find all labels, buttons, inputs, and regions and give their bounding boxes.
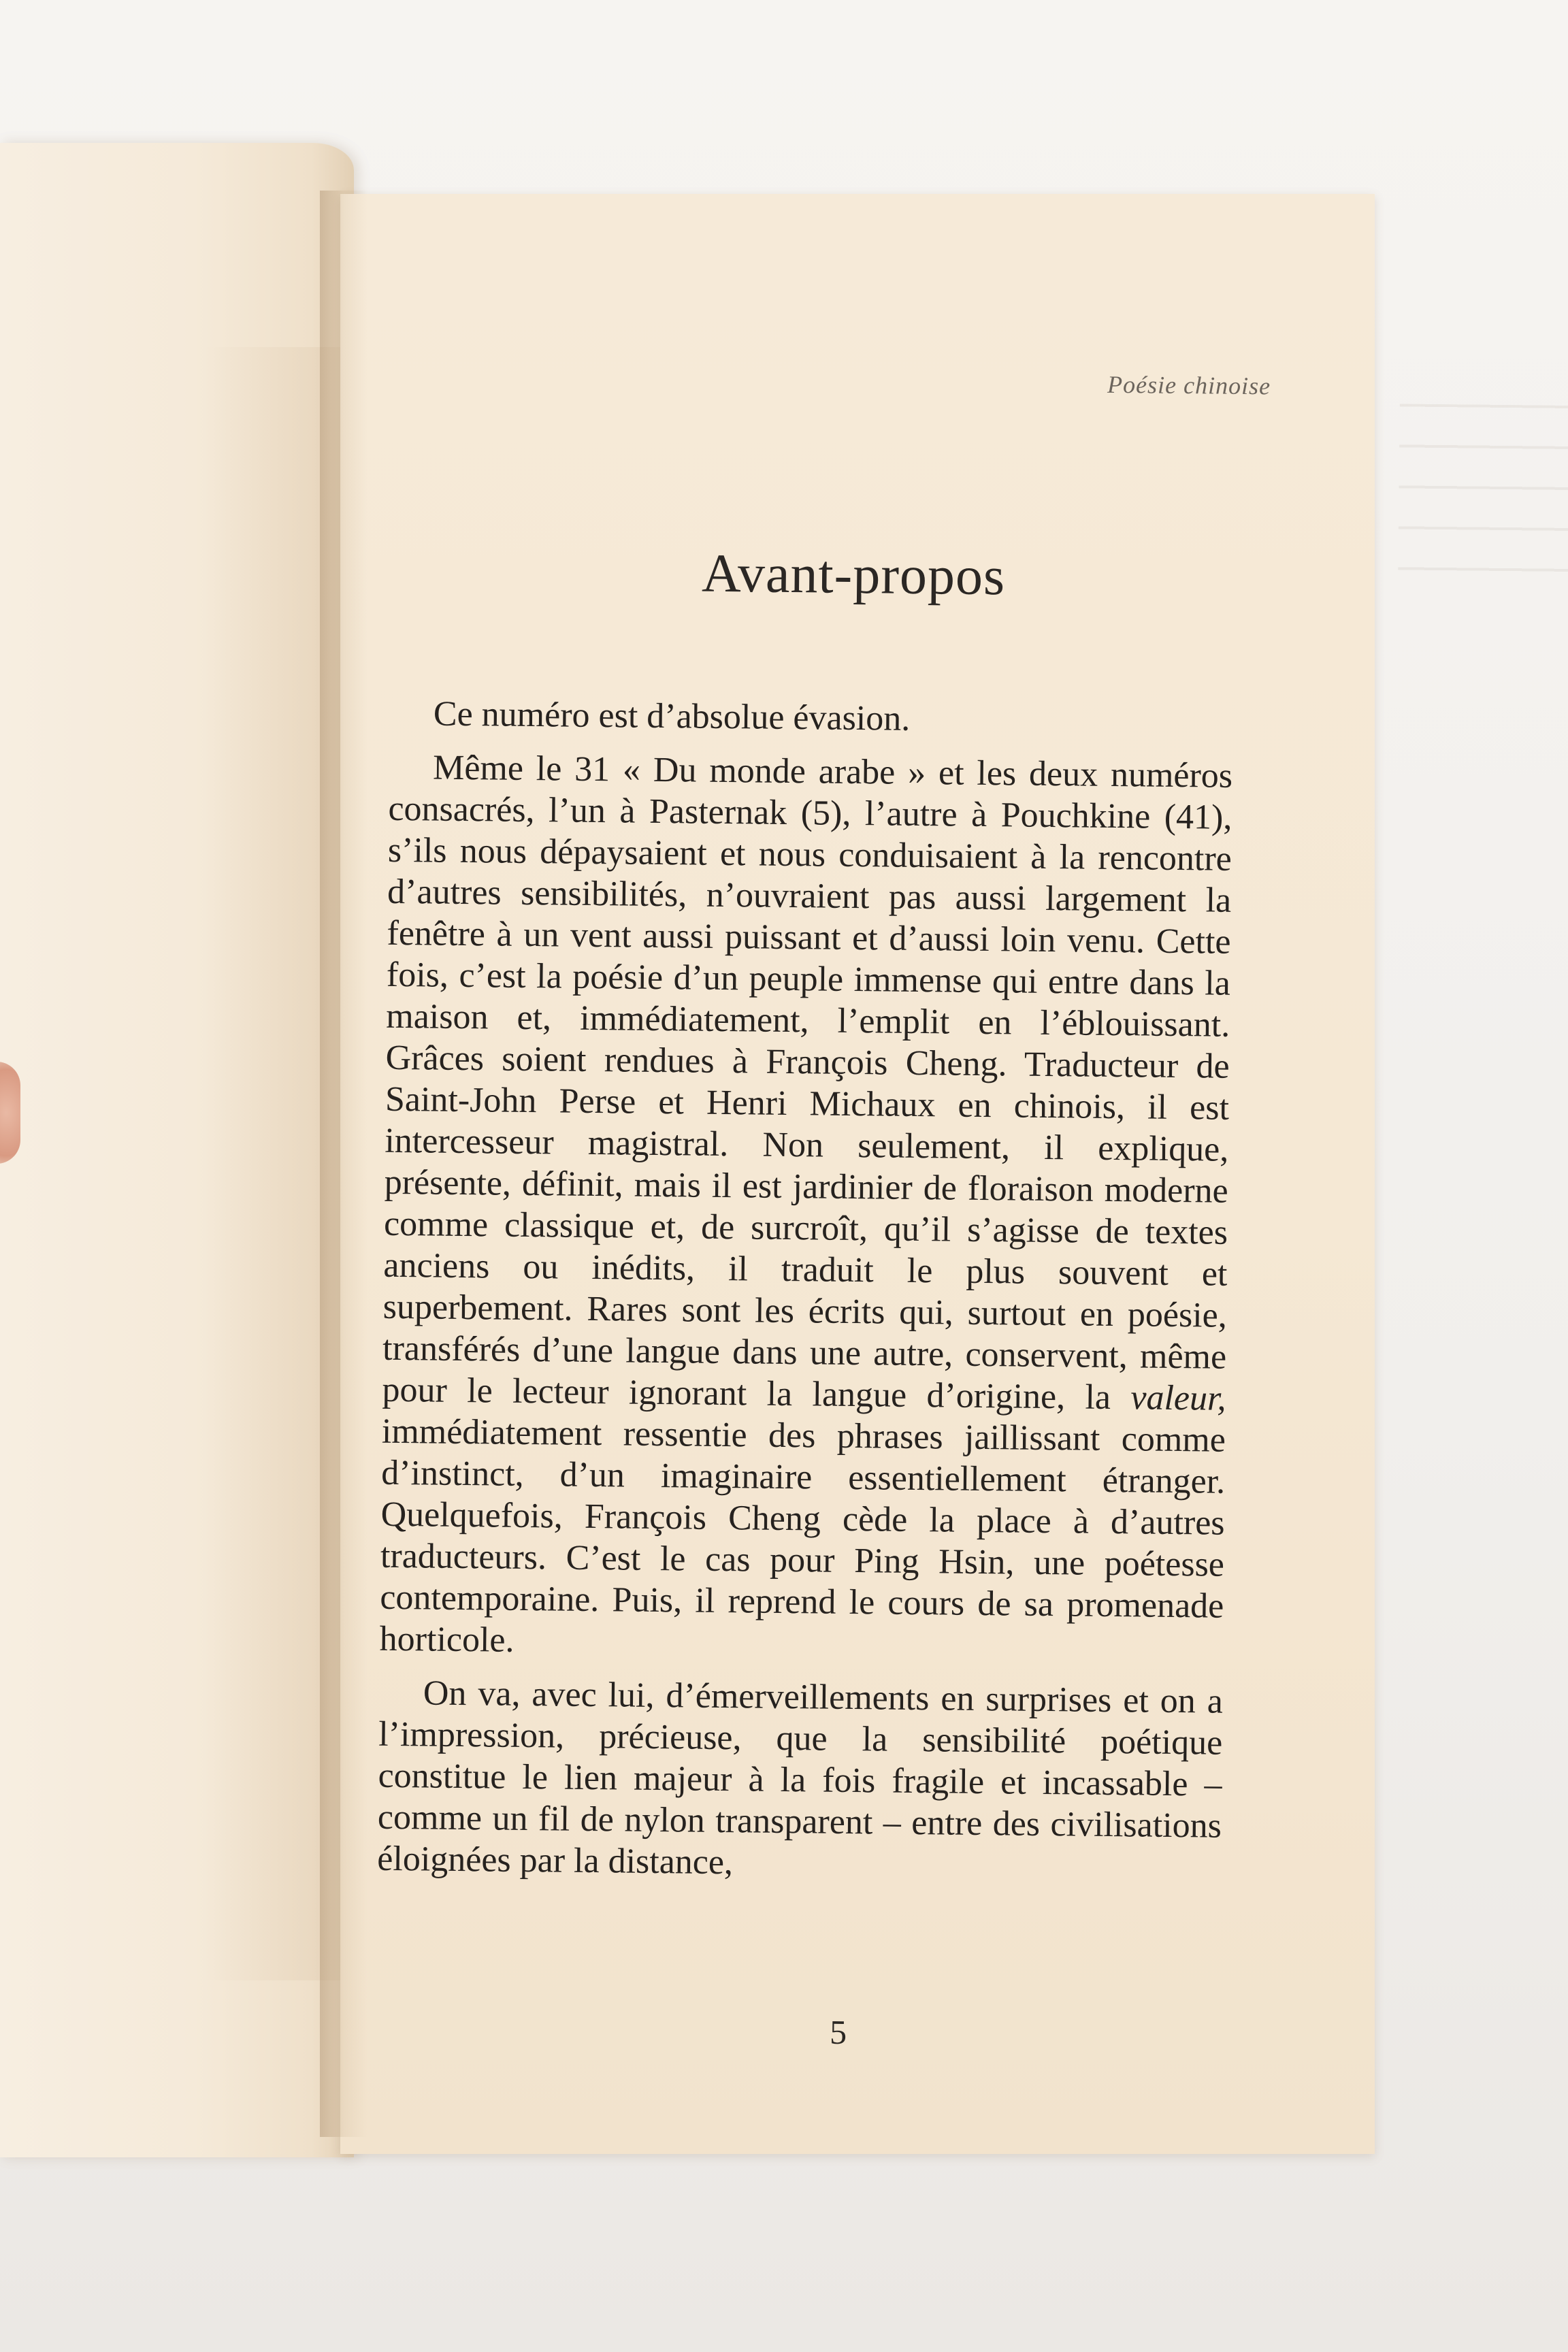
running-head: Poésie chinoise <box>1107 370 1271 400</box>
page-content <box>320 189 1375 2159</box>
show-through-texture <box>1398 404 1568 576</box>
thumb <box>0 1062 20 1164</box>
left-page <box>0 143 354 2157</box>
body-text <box>377 693 1233 1901</box>
paragraph-2-text-a: Même le 31 « Du monde arabe » et les deux numéros consacrés, l’un à Pasternak (5), l’autre à Pouchkine (41), s’ils nous dépaysaient et nous conduisaient à la rencontre d’autres sensibilités, n’ouvraient pas aussi largement la fenêtre à un vent aussi puissant et d’aussi loin venu. Cette fois, c’est la poésie d’un peuple immense qui entre dans la maison et, immédiatement, l’emplit en l’éblouissant. Grâces soient rendues à François Cheng. Traducteur de Saint-John Perse et Henri Michaux en chinois, il est intercesseur magistral. Non seulement, il explique, présente, définit, mais il est jardinier de floraison moderne comme classique et, de surcroît, qu’il s’agisse de textes anciens ou inédits, il traduit le plus souvent et superbement. Rares sont les écrits qui, surtout en poésie, transférés d’une langue dans une autre, conservent, même pour le lecteur ignorant la langue d’origine, la <box>382 748 1233 1417</box>
paragraph-3: On va, avec lui, d’émerveillements en surprises et on a l’impression, précieuse, que la sensibilité poétique constitue le lien majeur à la fois fragile et incassable – comme un fil de nylon transparent – entre des civilisations éloignées par la distance, <box>377 1673 1224 1882</box>
emphasis-valeur: valeur, <box>1130 1378 1226 1418</box>
paragraph-1: Ce numéro est d’absolue évasion. <box>433 694 911 738</box>
paragraph-2-text-b: immédiatement ressentie des phrases jaillissant comme d’instinct, d’un imaginaire essentiellement étranger. Quelquefois, François Cheng cède la place à d’autres traducteurs. C’est le cas pour Ping Hsin, une poétesse contemporaine. Puis, il reprend le cours de sa promenade horticole. <box>379 1411 1226 1660</box>
page-number: 5 <box>829 2012 847 2051</box>
paragraph-2 <box>379 747 1232 1669</box>
chapter-title: Avant-propos <box>701 543 1006 607</box>
